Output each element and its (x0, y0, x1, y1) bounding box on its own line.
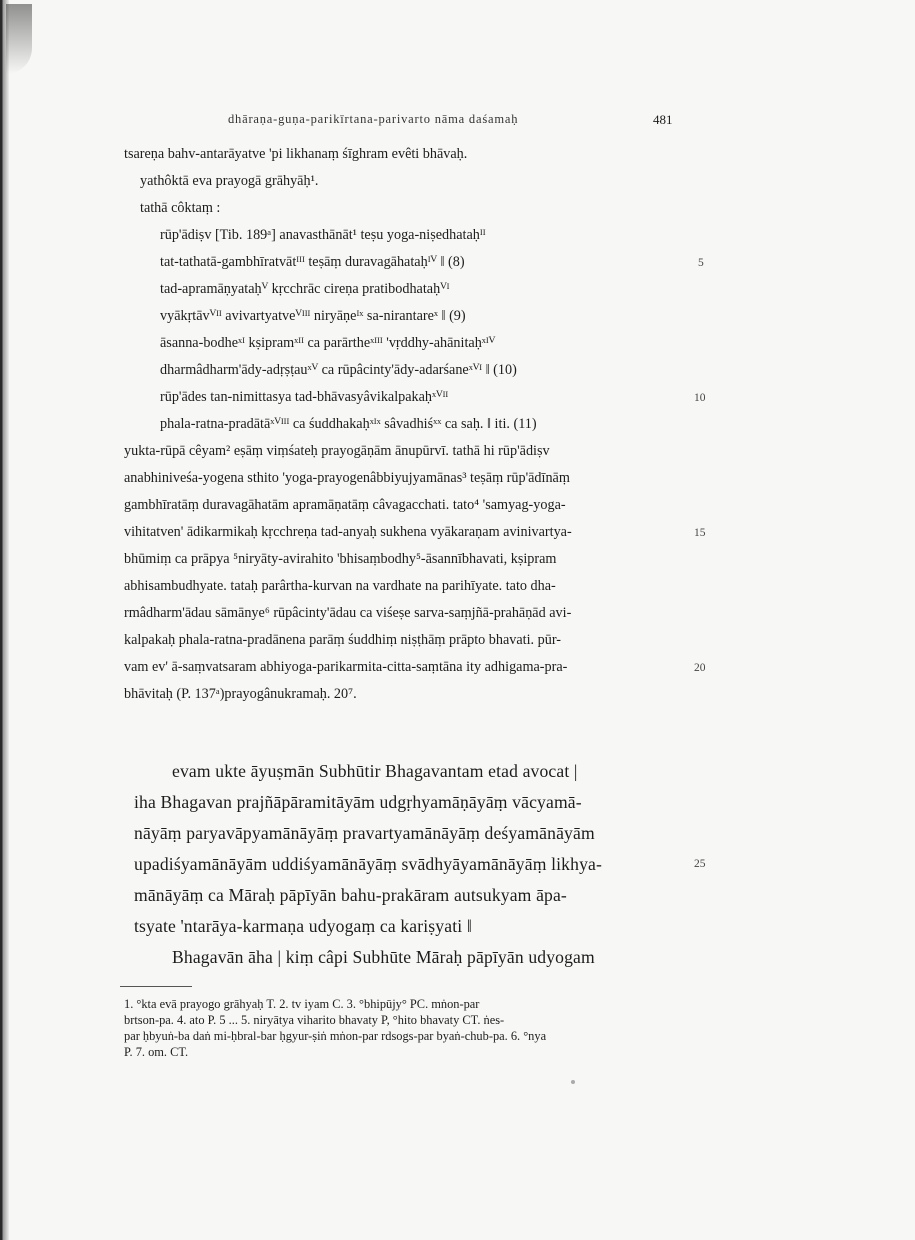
body-line: yathôktā eva prayogā grāhyāḥ¹. (140, 173, 319, 189)
body-line: rmâdharm'ādau sāmānye⁶ rūpâcinty'ādau ca viśeṣe sarva-saṃjñā-prahāṇād avi- (124, 605, 572, 621)
verse-line: rūp'ādes tan-nimittasya tad-bhāvasyâvikalpakaḥˣⱽᴵᴵ (160, 389, 449, 405)
page-number: 481 (653, 112, 673, 127)
footnote-line: brtson-pa. 4. ato P. 5 ... 5. niryātya viharito bhavaty P, °hito bhavaty CT. ṅes- (124, 1013, 505, 1027)
verse-line: phala-ratna-pradātāˣⱽᴵᴵᴵ ca śuddhakaḥˣᴵˣ sâvadhiśˣˣ ca saḥ. ‖ iti. (11) (160, 416, 537, 432)
body-line: vam ev' ā-saṃvatsaram abhiyoga-parikarmita-citta-saṃtāna ity adhigama-pra- (124, 659, 568, 675)
verse-line: dharmâdharm'ādy-adṛṣṭauˣⱽ ca rūpâcinty'ādy-adarśaneˣⱽᴵ ‖ (10) (160, 362, 517, 378)
running-title: dhāraṇa-guṇa-parikīrtana-parivarto nāma daśamaḥ (228, 112, 519, 126)
body-line: anabhiniveśa-yogena sthito 'yoga-prayogenâbbiyujyamānas³ teṣāṃ rūp'ādīnāṃ (124, 470, 570, 486)
body-line: tsareṇa bahv-antarāyatve 'pi likhanaṃ śīghram evêti bhāvaḥ. (124, 146, 468, 162)
sutra-line: tsyate 'ntarāya-karmaṇa udyogaṃ ca kariṣyati ‖ (134, 916, 472, 936)
footnote-line: 1. °kta evā prayogo grāhyaḥ T. 2. tv iyam C. 3. °bhipūjy° PC. mṅon-par (124, 997, 480, 1011)
body-line: bhūmiṃ ca prāpya ⁵niryāty-avirahito 'bhisaṃbodhy⁵-āsannībhavati, kṣipram (124, 551, 557, 567)
body-line: yukta-rūpā cêyam² eṣāṃ viṃśateḥ prayogāṇām ānupūrvī. tathā hi rūp'ādiṣv (124, 443, 550, 459)
verse-line: tat-tathatā-gambhīratvātᴵᴵᴵ teṣāṃ duravagāhataḥᴵⱽ ‖ (8) (160, 254, 465, 270)
line-number: 5 (698, 257, 704, 269)
sutra-line: evam ukte āyuṣmān Subhūtir Bhagavantam etad avocat | (172, 761, 578, 781)
line-number: 15 (694, 527, 706, 539)
sutra-line: iha Bhagavan prajñāpāramitāyām udgṛhyamāṇāyāṃ vācyamā- (134, 792, 582, 812)
line-number: 25 (694, 858, 706, 870)
footnote-rule (120, 986, 192, 987)
body-line: tathā côktaṃ : (140, 200, 221, 216)
verse-line: āsanna-bodheˣᴵ kṣipramˣᴵᴵ ca parārtheˣᴵᴵᴵ 'vṛddhy-ahānitaḥˣᴵⱽ (160, 335, 496, 351)
line-number: 20 (694, 662, 706, 674)
line-number: 10 (694, 392, 706, 404)
verse-line: vyākṛtāvⱽᴵᴵ avivartyatveⱽᴵᴵᴵ niryāṇeᴵˣ sa-nirantareˣ ‖ (9) (160, 308, 466, 324)
footnote-line: P. 7. om. CT. (124, 1045, 189, 1059)
scan-corner-shadow (6, 4, 32, 74)
body-line: gambhīratāṃ duravagāhatām apramāṇatāṃ câvagacchati. tato⁴ 'samyag-yoga- (124, 497, 566, 513)
page-header (0, 112, 915, 130)
sutra-line: mānāyāṃ ca Māraḥ pāpīyān bahu-prakāram autsukyam āpa- (134, 885, 567, 905)
scan-speck (571, 1080, 575, 1084)
verse-line: tad-apramāṇyataḥⱽ kṛcchrāc cireṇa pratibodhataḥⱽᴵ (160, 281, 450, 297)
sutra-line: upadiśyamānāyām uddiśyamānāyāṃ svādhyāyamānāyāṃ likhya- (134, 854, 602, 874)
body-line: kalpakaḥ phala-ratna-pradānena parāṃ śuddhiṃ niṣṭhāṃ prāpto bhavati. pūr- (124, 632, 561, 648)
sutra-line: nāyāṃ paryavāpyamānāyāṃ pravartyamānāyāṃ deśyamānāyām (134, 823, 595, 843)
sutra-line: Bhagavān āha | kiṃ câpi Subhūte Māraḥ pāpīyān udyogam (172, 947, 595, 967)
body-line: abhisambudhyate. tataḥ parârtha-kurvan na vardhate na parihīyate. tato dha- (124, 578, 556, 594)
footnote-line: par ḥbyuṅ-ba daṅ mi-ḥbral-bar ḥgyur-ṣiṅ mṅon-par rdsogs-par byaṅ-chub-pa. 6. °nya (124, 1029, 547, 1043)
body-line: bhāvitaḥ (P. 137ᵃ)prayogânukramaḥ. 20⁷. (124, 686, 357, 702)
body-line: vihitatven' ādikarmikaḥ kṛcchreṇa tad-anyaḥ sukhena vyākaraṇam avinivartya- (124, 524, 572, 540)
verse-line: rūp'ādiṣv [Tib. 189ᵃ] anavasthānāt¹ teṣu yoga-niṣedhataḥᴵᴵ (160, 227, 486, 243)
scan-left-edge (0, 0, 9, 1240)
